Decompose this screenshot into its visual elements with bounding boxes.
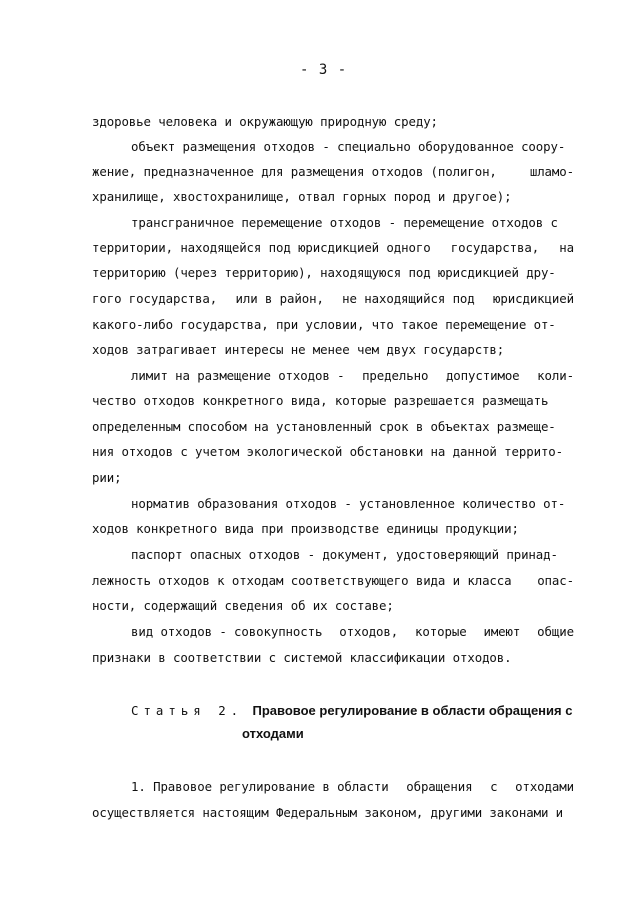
paragraph-line: какого-либо государства, при условии, что такое перемещение от- <box>92 317 556 332</box>
text-fragment: 1. Правовое регулирование в области <box>131 779 389 794</box>
text-fragment: отходами <box>515 779 574 794</box>
paragraph-line: здоровье человека и окружающую природную среду; <box>92 114 438 129</box>
paragraph-line: ходов затрагивает интересы не менее чем двух государств; <box>92 342 505 357</box>
text-fragment: опас- <box>537 573 574 588</box>
paragraph-line: ности, содержащий сведения об их составе; <box>92 598 394 613</box>
text-fragment: общие <box>537 624 574 639</box>
paragraph-line: трансграничное перемещение отходов - перемещение отходов с <box>131 215 558 230</box>
text-fragment: коли- <box>537 368 574 383</box>
paragraph-line: рии; <box>92 470 122 485</box>
paragraph-line: признаки в соответствии с системой классификации отходов. <box>92 650 512 665</box>
paragraph-line: определенным способом на установленный срок в объектах размеще- <box>92 419 556 434</box>
article-title-continued: отходами <box>242 726 304 741</box>
paragraph-line: норматив образования отходов - установленное количество от- <box>131 496 566 511</box>
text-fragment: или в район, <box>235 291 324 306</box>
text-fragment: государства, <box>450 240 540 255</box>
article-label: Статья 2. <box>131 703 244 718</box>
paragraph-line: осуществляется настоящим Федеральным законом, другими законами и <box>92 805 564 820</box>
text-fragment: допустимое <box>445 368 520 383</box>
text-fragment: лежность отходов к отходам соответствующего вида и класса <box>92 573 512 588</box>
text-fragment: лимит на размещение отходов - <box>131 368 345 383</box>
article-heading <box>131 703 572 719</box>
paragraph-line: чество отходов конкретного вида, которые разрешается размещать <box>92 393 549 408</box>
paragraph-line: паспорт опасных отходов - документ, удостоверяющий принад- <box>131 547 558 562</box>
paragraph-line: объект размещения отходов - специально оборудованное соору- <box>131 139 566 154</box>
paragraph-line <box>92 291 574 307</box>
article-title: Правовое регулирование в области обращения с <box>252 703 573 718</box>
text-fragment: отходов, <box>339 624 399 639</box>
text-fragment: шламо- <box>529 164 574 179</box>
text-fragment: вид отходов - совокупность <box>131 624 323 639</box>
text-fragment: с <box>490 779 498 794</box>
paragraph-line: ния отходов с учетом экологической обстановки на данной террито- <box>92 444 564 459</box>
paragraph-line <box>92 573 574 589</box>
paragraph-line <box>92 164 574 180</box>
text-fragment: гого государства, <box>92 291 218 306</box>
text-fragment: которые <box>415 624 467 639</box>
page-number: - 3 - <box>300 62 348 78</box>
paragraph-line: хранилище, хвостохранилище, отвал горных пород и другое); <box>92 189 512 204</box>
paragraph-line <box>131 624 574 640</box>
text-fragment: на <box>559 240 574 255</box>
text-fragment: обращения <box>406 779 473 794</box>
text-fragment: не находящийся под <box>342 291 475 306</box>
paragraph-line: территорию (через территорию), находящуюся под юрисдикцией дру- <box>92 265 556 280</box>
paragraph-line <box>131 368 574 384</box>
paragraph-line <box>131 779 574 795</box>
text-fragment: территории, находящейся под юрисдикцией одного <box>92 240 431 255</box>
text-fragment: жение, предназначенное для размещения отходов (полигон, <box>92 164 497 179</box>
paragraph-line: ходов конкретного вида при производстве единицы продукции; <box>92 521 519 536</box>
text-fragment: юрисдикцией <box>493 291 574 306</box>
text-fragment: имеют <box>483 624 521 639</box>
text-fragment: предельно <box>362 368 429 383</box>
paragraph-line <box>92 240 574 256</box>
